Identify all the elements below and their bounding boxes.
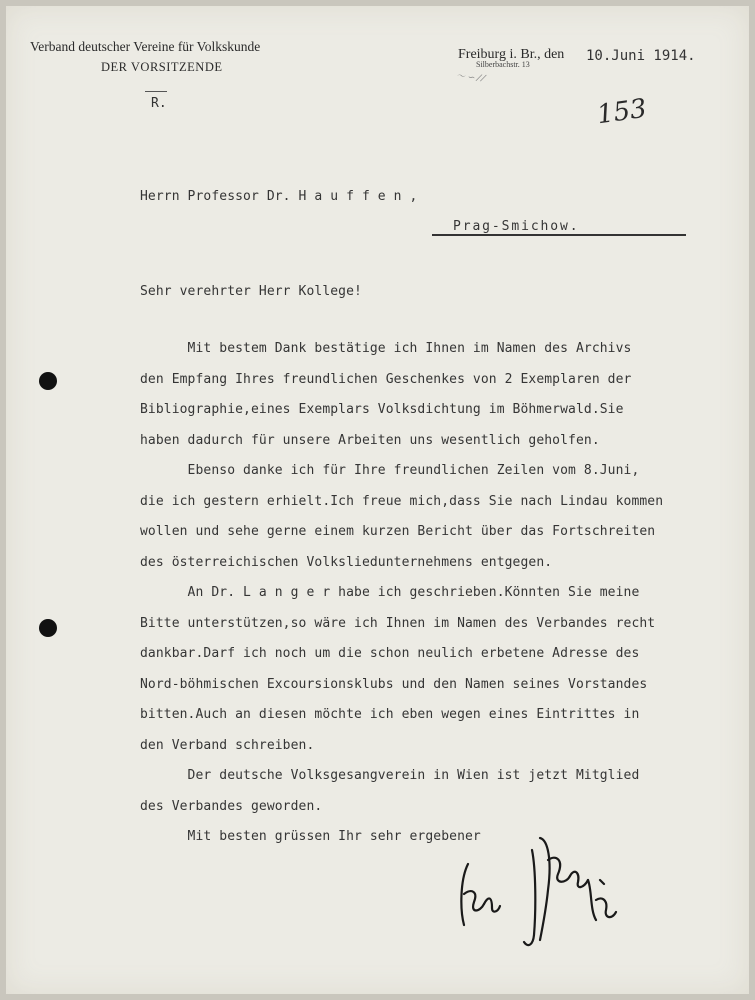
body-line: den Verband schreiben. — [140, 737, 315, 753]
body-line: des Verbandes geworden. — [140, 798, 323, 814]
body-line: des österreichischen Volksliedunternehmens entgegen. — [140, 554, 553, 570]
salutation: Sehr verehrter Herr Kollege! — [140, 284, 362, 299]
handwritten-archive-number: 153 — [595, 93, 649, 131]
body-line: haben dadurch für unsere Arbeiten uns wesentlich geholfen. — [140, 432, 600, 448]
pencil-scribble: 〜 ∽ ⁄ ⁄ — [455, 71, 485, 85]
body-line: dankbar.Darf ich noch um die schon neulich erbetene Adresse des — [140, 646, 640, 661]
body-line: die ich gestern erhielt.Ich freue mich,dass Sie nach Lindau kommen — [140, 493, 664, 509]
addressee-city: Prag-Smichow. — [453, 219, 580, 234]
body-line: Bitte unterstützen,so wäre ich Ihnen im Namen des Verbandes recht — [140, 615, 656, 631]
body-line: den Empfang Ihres freundlichen Geschenkes von 2 Exemplaren der — [140, 371, 632, 387]
body-line: Ebenso danke ich für Ihre freundlichen Zeilen vom 8.Juni, — [140, 463, 640, 478]
punch-hole-bottom — [39, 619, 57, 637]
body-line: wollen und sehe gerne einem kurzen Bericht über das Fortschreiten — [140, 524, 656, 539]
body-line: Bibliographie,eines Exemplars Volksdichtung im Böhmerwald.Sie — [140, 402, 624, 417]
handwritten-signature — [440, 830, 640, 960]
reference-mark — [145, 91, 167, 92]
city-underline — [432, 234, 686, 236]
body-line: Nord-böhmischen Excoursionsklubs und den Namen seines Vorstandes — [140, 676, 648, 692]
letterhead-organization: Verband deutscher Vereine für Volkskunde — [30, 39, 261, 54]
body-line: Mit bestem Dank bestätige ich Ihnen im Namen des Archivs — [140, 341, 632, 356]
reference-initial: R. — [151, 96, 167, 111]
body-line: bitten.Auch an diesen möchte ich eben wegen eines Eintrittes in — [140, 707, 640, 722]
letter-date: 10.Juni 1914. — [586, 48, 696, 64]
body-line: Der deutsche Volksgesangverein in Wien ist jetzt Mitglied — [140, 768, 640, 783]
body-line: An Dr. L a n g e r habe ich geschrieben.Könnten Sie meine — [140, 585, 640, 600]
addressee-name: Herrn Professor Dr. H a u f f e n , — [140, 189, 418, 204]
letterhead-place: Freiburg i. Br., den — [458, 47, 565, 62]
punch-hole-top — [39, 372, 57, 390]
body-line: Mit besten grüssen Ihr sehr ergebener — [140, 829, 481, 844]
letterhead-role: DER VORSITZENDE — [101, 60, 223, 74]
letterhead-street: Silberbachstr. 13 — [476, 60, 530, 69]
